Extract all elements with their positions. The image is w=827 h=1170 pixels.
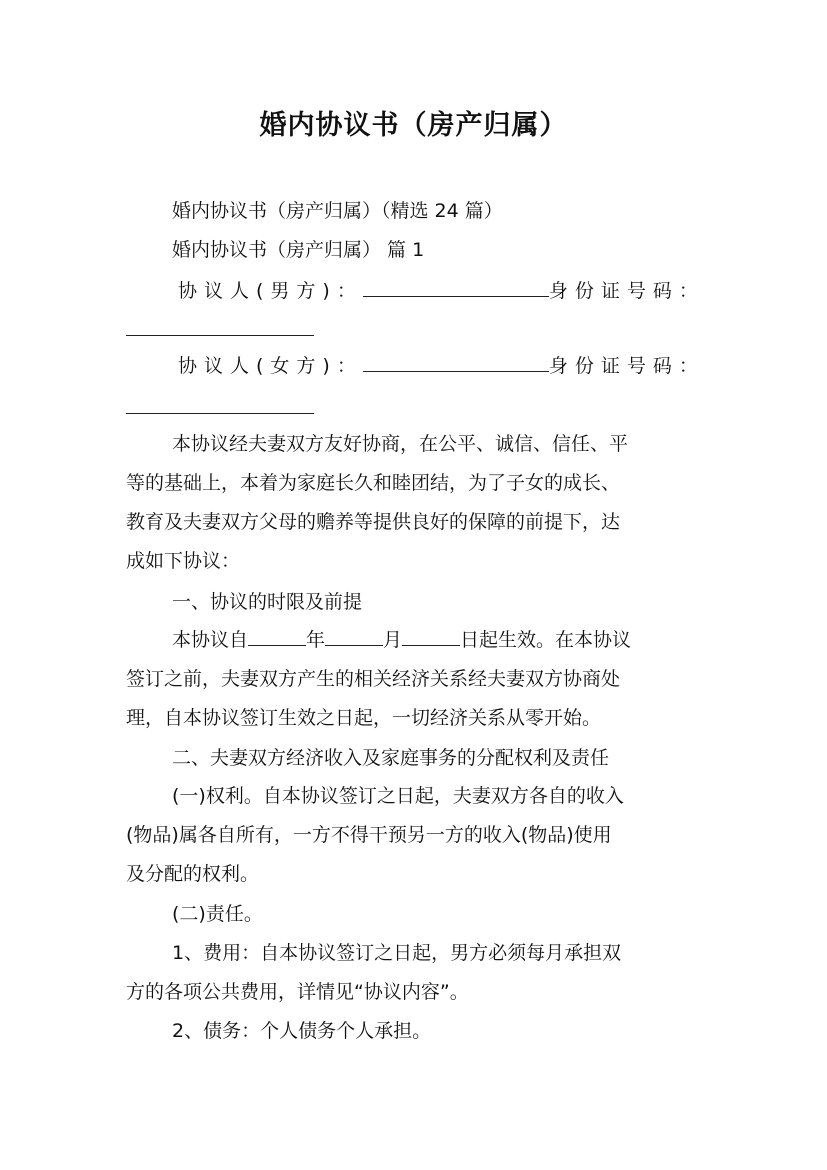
year-blank	[248, 627, 306, 646]
section-1-line-3: 理，自本协议签订生效之日起，一切经济关系从零开始。	[126, 707, 602, 729]
id-number-male-blank	[126, 335, 314, 336]
id-label-female: 身份证号码：	[548, 355, 705, 377]
party-male-label: 协议人(男方)：	[178, 280, 363, 302]
party-female-line	[178, 353, 768, 379]
chapter-heading: 婚内协议书（房产归属） 篇 1	[172, 239, 425, 261]
effective-date-suffix: 日起生效。在本协议	[460, 629, 632, 651]
year-label: 年	[306, 629, 326, 651]
party-male-line	[178, 278, 768, 304]
intro-line-4: 成如下协议：	[126, 550, 241, 572]
party-male-name-blank	[363, 278, 549, 297]
effective-date-prefix: 本协议自	[172, 629, 249, 651]
expense-line-2: 方的各项公共费用，详情见“协议内容”。	[126, 981, 469, 1003]
month-label: 月	[383, 629, 403, 651]
intro-line-3: 教育及夫妻双方父母的赡养等提供良好的保障的前提下，达	[126, 511, 621, 533]
id-label-male: 身份证号码：	[548, 280, 705, 302]
document-title: 婚内协议书（房产归属）	[259, 110, 568, 141]
party-female-name-blank	[363, 353, 549, 372]
responsibility-heading: (二)责任。	[172, 903, 263, 925]
expense-line-1: 1、费用：自本协议签订之日起，男方必须每月承担双	[172, 942, 622, 964]
party-female-label: 协议人(女方)：	[178, 355, 363, 377]
section-1-line-2: 签订之前，夫妻双方产生的相关经济关系经夫妻双方协商处	[126, 668, 621, 690]
document-subtitle: 婚内协议书（房产归属）（精选 24 篇）	[172, 200, 503, 222]
section-1-line-1	[172, 627, 762, 653]
intro-line-2: 等的基础上，本着为家庭长久和睦团结，为了子女的成长、	[126, 472, 621, 494]
debt-line: 2、债务：个人债务个人承担。	[172, 1020, 432, 1042]
month-blank	[325, 627, 383, 646]
rights-line-3: 及分配的权利。	[126, 863, 260, 885]
intro-line-1: 本协议经夫妻双方友好协商，在公平、诚信、信任、平	[172, 433, 629, 455]
section-1-heading: 一、协议的时限及前提	[172, 591, 363, 613]
day-blank	[402, 627, 460, 646]
rights-line-2: (物品)属各自所有，一方不得干预另一方的收入(物品)使用	[126, 824, 612, 846]
rights-line-1: (一)权利。自本协议签订之日起，夫妻双方各自的收入	[172, 785, 624, 807]
id-number-female-blank	[126, 413, 314, 414]
section-2-heading: 二、夫妻双方经济收入及家庭事务的分配权利及责任	[172, 747, 610, 769]
